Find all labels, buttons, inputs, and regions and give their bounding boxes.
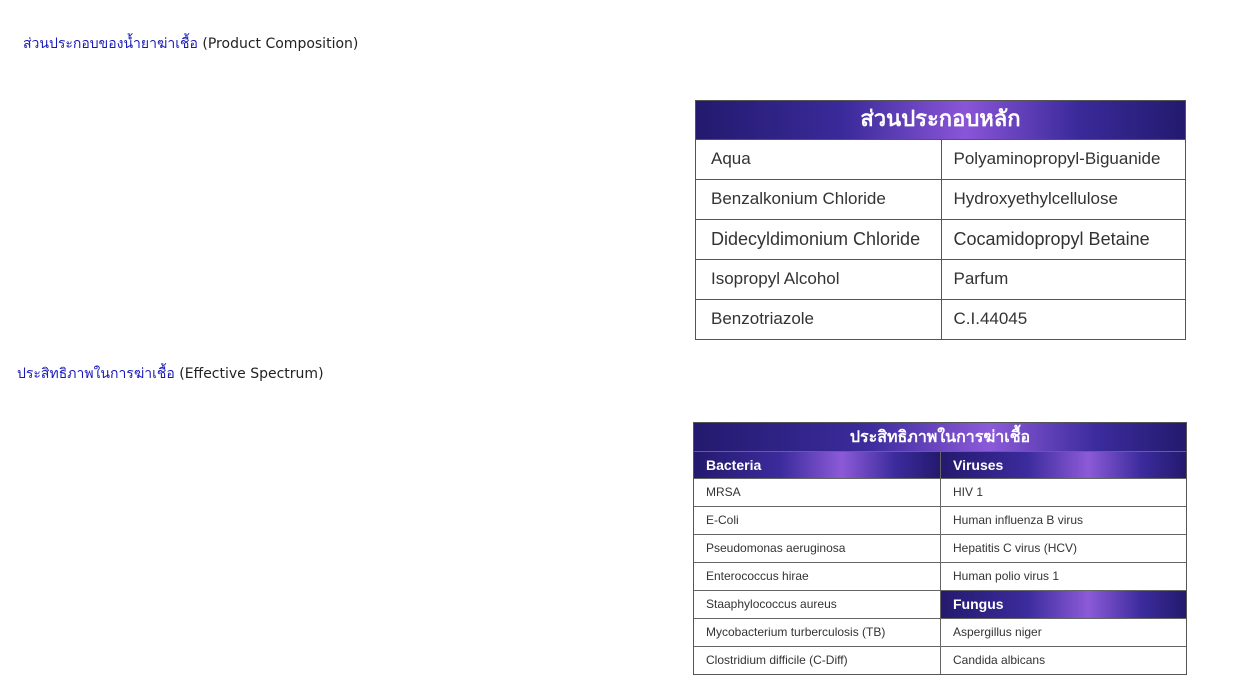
table-row [694,534,1186,562]
table-cell: Benzotriazole [711,309,815,328]
composition-table [695,100,1186,340]
table-row [694,646,1186,674]
table-cell: Hydroxyethylcellulose [941,180,1186,219]
table-row [694,506,1186,534]
virus-cell: Human influenza B virus [940,507,1186,534]
bacteria-cell: Pseudomonas aeruginosa [706,541,846,555]
table-cell: Polyaminopropyl-Biguanide [941,140,1186,179]
table-row [696,179,1185,219]
spectrum-heading [17,363,324,385]
spectrum-heading-thai: ประสิทธิภาพในการฆ่าเชื้อ [17,366,175,382]
composition-heading-thai: ส่วนประกอบของน้ำยาฆ่าเชื้อ [23,36,198,52]
table-header-row [694,451,1186,478]
bacteria-cell: E-Coli [706,513,739,527]
table-cell: Isopropyl Alcohol [711,269,840,288]
spectrum-heading-english: (Effective Spectrum) [179,366,324,382]
table-cell: Benzalkonium Chloride [711,189,886,208]
table-row [696,299,1185,339]
composition-heading [23,33,358,55]
bacteria-column-header: Bacteria [694,452,940,478]
virus-cell: HIV 1 [940,479,1186,506]
bacteria-cell: MRSA [706,485,741,499]
table-cell: Aqua [711,149,751,168]
bacteria-cell: Enterococcus hirae [706,569,809,583]
table-cell: C.I.44045 [941,300,1186,339]
bacteria-cell: Mycobacterium turberculosis (TB) [706,625,886,639]
virus-cell: Human polio virus 1 [940,563,1186,590]
fungus-cell: Aspergillus niger [940,619,1186,646]
table-cell: Didecyldimonium Chloride [711,229,921,249]
bacteria-cell: Staaphylococcus aureus [706,597,837,611]
spectrum-table-title: ประสิทธิภาพในการฆ่าเชื้อ [694,423,1186,451]
bacteria-cell: Clostridium difficile (C-Diff) [706,653,848,667]
spectrum-table [693,422,1187,675]
table-row [694,590,1186,618]
viruses-column-header: Viruses [940,452,1186,478]
fungus-column-header: Fungus [940,591,1186,618]
table-row [696,139,1185,179]
fungus-cell: Candida albicans [940,647,1186,674]
table-row [696,219,1185,259]
composition-table-title: ส่วนประกอบหลัก [696,101,1185,139]
table-row [694,618,1186,646]
table-row [694,478,1186,506]
table-cell: Cocamidopropyl Betaine [941,220,1186,259]
table-cell: Parfum [941,260,1186,299]
table-row [694,562,1186,590]
composition-heading-english: (Product Composition) [202,36,359,52]
virus-cell: Hepatitis C virus (HCV) [940,535,1186,562]
table-row [696,259,1185,299]
